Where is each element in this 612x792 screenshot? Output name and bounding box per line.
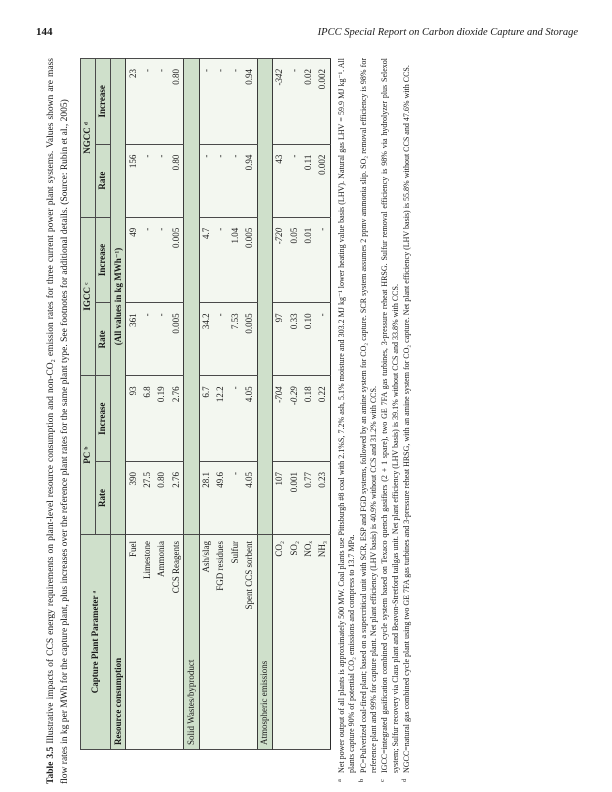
table-row-sulfur (228, 59, 242, 750)
data-cell: - (214, 217, 228, 303)
column-header-pc-increase: Increase (95, 376, 110, 462)
data-cell: 2.76 (169, 376, 184, 462)
section-spacer (257, 59, 272, 535)
data-cell: 12.2 (214, 376, 228, 462)
data-cell: 0.80 (169, 144, 184, 217)
table-row-nox (301, 59, 315, 750)
data-cell: 0.005 (169, 303, 184, 376)
row-label: Spent CCS sorbent (242, 535, 257, 750)
data-cell: 4.05 (242, 461, 257, 534)
data-cell: 6.8 (141, 376, 155, 462)
data-cell: 43 (272, 144, 287, 217)
data-cell: 0.002 (316, 59, 331, 145)
data-cell: -0.29 (287, 376, 301, 462)
data-cell: 0.02 (301, 59, 315, 145)
column-header-ngcc-rate: Rate (95, 144, 110, 217)
data-cell: 0.80 (169, 59, 184, 145)
data-cell: 1.04 (228, 217, 242, 303)
footnote-text: PC=Pulverized coal-fired plant; based on a supercritical unit with SCR, ESP and FGD systems, followed by an amine system for CO₂ capture. SCR system assumes 2 ppmv ammonia slip. SO₂ removal efficiency is 98% for reference plant and 99% for capture plant. Net plant efficiency (LHV basis) is 40.9% without CCS and 31.2% with CCS. (358, 58, 378, 773)
table-row-fuel (126, 59, 141, 750)
data-cell: 0.11 (301, 144, 315, 217)
data-cell: - (287, 144, 301, 217)
data-cell: 0.05 (287, 217, 301, 303)
data-cell: 97 (272, 303, 287, 376)
data-cell: - (214, 303, 228, 376)
footnotes (337, 58, 413, 784)
footnote (359, 58, 380, 784)
data-cell: 34.2 (199, 303, 214, 376)
footnote-marker: b (357, 778, 365, 782)
table-row-nh3 (316, 59, 331, 750)
column-header-igcc-increase: Increase (95, 217, 110, 303)
page-header (36, 26, 578, 38)
column-group-ngcc: NGCC ᵈ (80, 59, 95, 218)
data-cell: 390 (126, 461, 141, 534)
data-cell: - (228, 461, 242, 534)
data-cell: 0.19 (155, 376, 169, 462)
data-cell: 0.94 (242, 144, 257, 217)
data-cell: - (141, 217, 155, 303)
data-cell: 0.001 (287, 461, 301, 534)
data-cell: 0.005 (242, 303, 257, 376)
data-cell: - (155, 303, 169, 376)
row-label: Sulfur (228, 535, 242, 750)
row-label: SO₂ (287, 535, 301, 750)
row-label: Ammonia (155, 535, 169, 750)
section-row-resource-consumption (111, 59, 126, 750)
data-cell: 27.5 (141, 461, 155, 534)
data-cell: - (199, 59, 214, 145)
row-label: Ash/slag (199, 535, 214, 750)
row-label: Limestone (141, 535, 155, 750)
section-label: Solid Wastes/byproduct (184, 535, 199, 750)
table-row-limestone (141, 59, 155, 750)
data-cell: 156 (126, 144, 141, 217)
units-note: (All values in kg MWh⁻¹) (111, 59, 126, 535)
data-cell: 6.7 (199, 376, 214, 462)
table-caption-text: Illustrative impacts of CCS energy requirements on plant-level resource consumption and non-CO₂ emission rates for three current power plant systems. Values shown are mass flow rates in kg per MWh for the capture plant, plus increases over the reference plant rates for the same plant type. See footnotes for additional details. (Source: Rubin et al., 2005) (46, 58, 71, 784)
column-header-parameter: Capture Plant Parameter ᵃ (80, 535, 111, 750)
page-number: 144 (36, 26, 53, 38)
column-group-igcc: IGCC ᶜ (80, 217, 95, 376)
table-row-ccs-reagents (169, 59, 184, 750)
footnote-text: IGCC=integrated gasification combined cycle system based on Texaco quench gasifiers (2 + 1 spare), two GE 7FA gas turbines, 3-pressure reheat HRSG. Sulfur removal efficiency is 98% via hydrolyzer plus Selexol system; Sulfur recovery via Claus plant and Beavon-Stretford tailgas unit. Net plant efficiency (LHV basis) is 39.1% without CCS and 33.8% with CCS. (380, 58, 400, 773)
footnote (402, 58, 412, 784)
row-label: Fuel (126, 535, 141, 750)
footnote-marker: a (335, 779, 343, 782)
data-cell: 361 (126, 303, 141, 376)
data-cell: - (199, 144, 214, 217)
data-cell: 0.18 (301, 376, 315, 462)
footnote (337, 58, 358, 784)
data-cell: - (141, 303, 155, 376)
data-cell: - (141, 59, 155, 145)
data-table (80, 58, 331, 750)
section-row-atmospheric-emissions (257, 59, 272, 750)
data-cell: 93 (126, 376, 141, 462)
data-cell: 49.6 (214, 461, 228, 534)
data-cell: - (287, 59, 301, 145)
data-cell: - (228, 59, 242, 145)
data-cell: - (228, 144, 242, 217)
data-cell: - (155, 144, 169, 217)
header-row-groups (80, 59, 95, 750)
table-row-fgd-residues (214, 59, 228, 750)
data-cell: 0.77 (301, 461, 315, 534)
data-cell: 4.7 (199, 217, 214, 303)
row-label: NOₓ (301, 535, 315, 750)
data-cell: - (155, 217, 169, 303)
data-cell: 0.10 (301, 303, 315, 376)
column-header-igcc-rate: Rate (95, 303, 110, 376)
column-header-pc-rate: Rate (95, 461, 110, 534)
section-label: Resource consumption (111, 535, 126, 750)
data-cell: 2.76 (169, 461, 184, 534)
table-row-so2 (287, 59, 301, 750)
data-cell: - (214, 59, 228, 145)
data-cell: -342 (272, 59, 287, 145)
data-cell: - (141, 144, 155, 217)
footnote-text: Net power output of all plants is approximately 500 MW. Coal plants use Pittsburgh #8 coal with 2.1%S, 7.2% ash, 5.1% moisture and 303.2 MJ kg⁻¹ lower heating value basis (LHV). Natural gas LHV = 59.9 MJ kg⁻¹. All plants capture 90% of potential CO₂ emissions and compress to 13.7 MPa. (336, 58, 357, 773)
data-cell: 0.005 (169, 217, 184, 303)
row-label: FGD residues (214, 535, 228, 750)
section-label: Atmospheric emissions (257, 535, 272, 750)
table-row-ash-slag (199, 59, 214, 750)
data-cell: 0.80 (155, 461, 169, 534)
table-row-spent-ccs-sorbent (242, 59, 257, 750)
row-label: CCS Reagents (169, 535, 184, 750)
data-cell: -704 (272, 376, 287, 462)
row-label: NH₃ (316, 535, 331, 750)
running-header: IPCC Special Report on Carbon dioxide Capture and Storage (317, 27, 578, 38)
data-cell: 4.05 (242, 376, 257, 462)
data-cell: - (214, 144, 228, 217)
data-cell: 28.1 (199, 461, 214, 534)
footnote-marker: c (379, 779, 387, 782)
data-cell: - (316, 217, 331, 303)
data-cell: 7.53 (228, 303, 242, 376)
data-cell: 23 (126, 59, 141, 145)
data-cell: 107 (272, 461, 287, 534)
table-row-ammonia (155, 59, 169, 750)
column-header-ngcc-increase: Increase (95, 59, 110, 145)
data-cell: 49 (126, 217, 141, 303)
data-cell: 0.94 (242, 59, 257, 145)
footnote-marker: d (401, 778, 409, 782)
data-cell: 0.002 (316, 144, 331, 217)
section-row-solid-wastes (184, 59, 199, 750)
data-cell: 0.23 (316, 461, 331, 534)
section-spacer (184, 59, 199, 535)
data-cell: - (155, 59, 169, 145)
column-group-pc: PC ᵇ (80, 376, 95, 535)
data-cell: - (316, 303, 331, 376)
table-caption (44, 58, 73, 784)
data-cell: 0.01 (301, 217, 315, 303)
row-label: CO₂ (272, 535, 287, 750)
data-cell: -720 (272, 217, 287, 303)
table-row-co2 (272, 59, 287, 750)
footnote-text: NGCC=natural gas combined cycle plant using two GE 7FA gas turbines and 3-pressure reheat HRSG, with an amine system for CO₂ capture. Net plant efficiency (LHV basis) is 55.8% without CCS and 47.6% with CCS. (402, 65, 412, 773)
footnote (380, 58, 401, 784)
data-cell: 0.22 (316, 376, 331, 462)
data-cell: 0.33 (287, 303, 301, 376)
rotated-table-block (44, 58, 413, 784)
data-cell: - (228, 376, 242, 462)
data-cell: 0.005 (242, 217, 257, 303)
table-caption-label: Table 3.5 (46, 746, 56, 784)
